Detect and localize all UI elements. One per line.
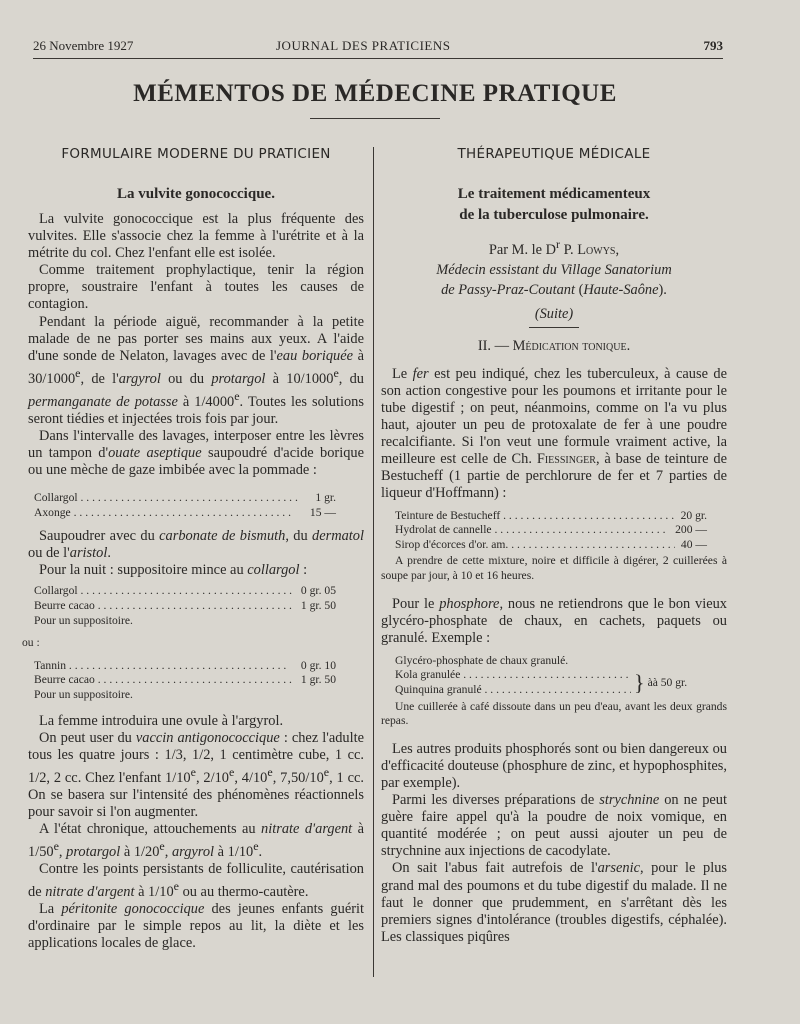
section-heading: THÉRAPEUTIQUE MÉDICALE: [457, 146, 651, 162]
prescription-row: Sirop d'écorces d'or. am. . . . 40 —: [395, 538, 707, 553]
left-column: [22, 140, 365, 952]
affiliation: de Passy-Praz-Coutant (Haute-Saône).: [441, 281, 667, 298]
prescription-note: Pour un suppositoire.: [34, 613, 133, 627]
prescription-note: Une cuillerée à café dissoute dans un peu d'eau, avant les deux grands repas.: [381, 699, 727, 728]
alternative-label: ou :: [22, 636, 40, 650]
prescription-row: Collargol . . . 0 gr. 05: [34, 584, 336, 599]
prescription-row: Beurre cacao . . . 1 gr. 50: [34, 599, 336, 614]
paragraph: Contre les points persistants de folliculite, cautérisation de nitrate d'argent à 1/10e ou au thermo-cautère.: [28, 860, 364, 900]
article-title: Le traitement médicamenteux de la tuberculose pulmonaire.: [457, 186, 651, 223]
paragraph: Les autres produits phosphorés sont ou bien dangereux ou d'efficacité douteuse (phosphure de zinc, et hypophosphites, par exemple).: [381, 740, 728, 791]
right-column: [381, 140, 727, 946]
paragraph: A l'état chronique, attouchements au nitrate d'argent à 1/50e, protargol à 1/20e, argyrol à 1/10e.: [28, 820, 365, 860]
running-header: [33, 36, 723, 59]
page-number: 793: [703, 38, 723, 53]
page-title: MÉMENTOS DE MÉDECINE PRATIQUE: [133, 80, 617, 107]
prescription-row: Quinquina granulé . . .: [395, 683, 631, 698]
paragraph: Dans l'intervalle des lavages, interposer entre les lèvres un tampon d'ouate aseptique saupoudré d'acide borique ou une mèche de gaze imbibée avec la pommade :: [28, 427, 364, 478]
prescription-row: Beurre cacao . . . 1 gr. 50: [34, 673, 336, 688]
prescription-row: Collargol . . . 1 gr.: [34, 491, 336, 506]
paragraph: La péritonite gonococcique des jeunes enfants guérit d'ordinaire par le simple repos au lit, la diète et les applications locales de glace.: [28, 900, 364, 952]
paragraph: Comme traitement prophylactique, tenir la région propre, soustraire l'enfant à toutes les causes de contagion.: [28, 262, 364, 313]
prescription-row: Axonge . . . 15 —: [34, 506, 336, 521]
prescription-quantity: àà 50 gr.: [647, 675, 688, 689]
paragraph: La vulvite gonococcique est la plus fréquente des vulvites. Elle s'associe chez la femme à l'urétrite et à la métrite du col. Chez l'enfant elle est isolée.: [28, 211, 364, 262]
paragraph: La femme introduira une ovule à l'argyrol.: [39, 712, 284, 729]
prescription-row: Tannin . . . 0 gr. 10: [34, 659, 336, 674]
paragraph: On peut user du vaccin antigonococcique : chez l'adulte tous les quatre jours : 1/3, 1/2, 1 centimètre cube, 1 cc. 1/2, 2 cc. Chez l'enfant 1/10e, 2/10e, 4/10e, 7,50/10e, 1 cc. On se basera sur l'intensité des phénomènes réactionnels pour savoir si l'on augmenter.: [28, 729, 365, 820]
paragraph: Parmi les diverses préparations de strychnine on ne peut guère faire appel qu'à la poudre de noix vomique, en quantité modérée ; on peut aussi ajouter un peu de strychnine aux injections de cacodylate.: [381, 792, 727, 860]
paragraph: Saupoudrer avec du carbonate de bismuth, du dermatol ou de l'aristol.: [28, 528, 364, 562]
paragraph: Pendant la période aiguë, recommander à la petite malade de ne pas porter ses mains aux yeux. A l'aide d'une sonde de Nelaton, lavages avec de l'eau boriquée à 30/1000e, de l'argyrol ou du protargol à 10/1000e, du permanganate de potasse à 1/4000e. Toutes les solutions seront tiédies et injectées trois fois par jour.: [28, 313, 364, 427]
column-divider: [373, 147, 374, 977]
brace: }: [634, 669, 645, 695]
prescription: [395, 654, 727, 698]
prescription-note: Pour un suppositoire.: [34, 688, 133, 702]
byline: Par M. le $D^r$ P. Lowys,: [488, 237, 620, 258]
prescription-row: Hydrolat de cannelle . . . 200 —: [395, 523, 707, 538]
prescription-row: Glycéro-phosphate de chaux granulé.: [395, 653, 569, 667]
prescription-row: Kola granulée . . .: [395, 668, 631, 683]
separator-rule: [529, 327, 579, 328]
section-heading: FORMULAIRE MODERNE DU PRATICIEN: [61, 146, 331, 162]
subsection-heading: II. — Médication tonique.: [477, 337, 631, 354]
paragraph: On sait l'abus fait autrefois de l'arsenic, pour le plus grand mal des poumons et du tube digestif du malade. Il ne faut le donner que prudemment, en s'arrêtant dès les premiers signes d'intolérance (troubles digestifs, céphalée). Les classiques piqûres: [381, 860, 727, 945]
journal-name: JOURNAL DES PRATICIENS: [276, 38, 451, 53]
prescription: [395, 509, 707, 553]
issue-date: 26 Novembre 1927: [33, 38, 134, 53]
prescription-note: A prendre de cette mixture, noire et difficile à digérer, 2 cuillerées à soupe par jour, à 10 et 16 heures.: [381, 554, 727, 582]
affiliation: Médecin essistant du Village Sanatorium: [436, 261, 672, 278]
title-rule: [310, 118, 440, 119]
prescription-row: Teinture de Bestucheff . . . 20 gr.: [395, 509, 707, 524]
prescription: [34, 584, 336, 628]
paragraph: Pour la nuit : suppositoire mince au collargol :: [39, 562, 308, 579]
paragraph: Pour le phosphore, nous ne retiendrons que le bon vieux glycéro-phosphate de chaux, en cachets, paquets ou granulé. Exemple :: [381, 595, 727, 646]
prescription: [34, 659, 336, 703]
prescription: [34, 491, 336, 520]
continued-note: (Suite): [534, 305, 574, 322]
paragraph: Le fer est peu indiqué, chez les tuberculeux, à cause de son action congestive pour les poumons et irritante pour le tube digestif ; on peut, néanmoins, comme on l'a vu plus haut, ajouter un peu de protoxalate de fer à une poudre recalcifiante. Si l'on veut une formule vraiment active, la meilleure est celle de Ch. Fiessinger, à base de teinture de Bestucheff (1 partie de perchlorure de fer et 7 parties de liqueur d'Hoffmann) :: [381, 365, 728, 502]
article-title: La vulvite gonococcique.: [117, 186, 275, 202]
